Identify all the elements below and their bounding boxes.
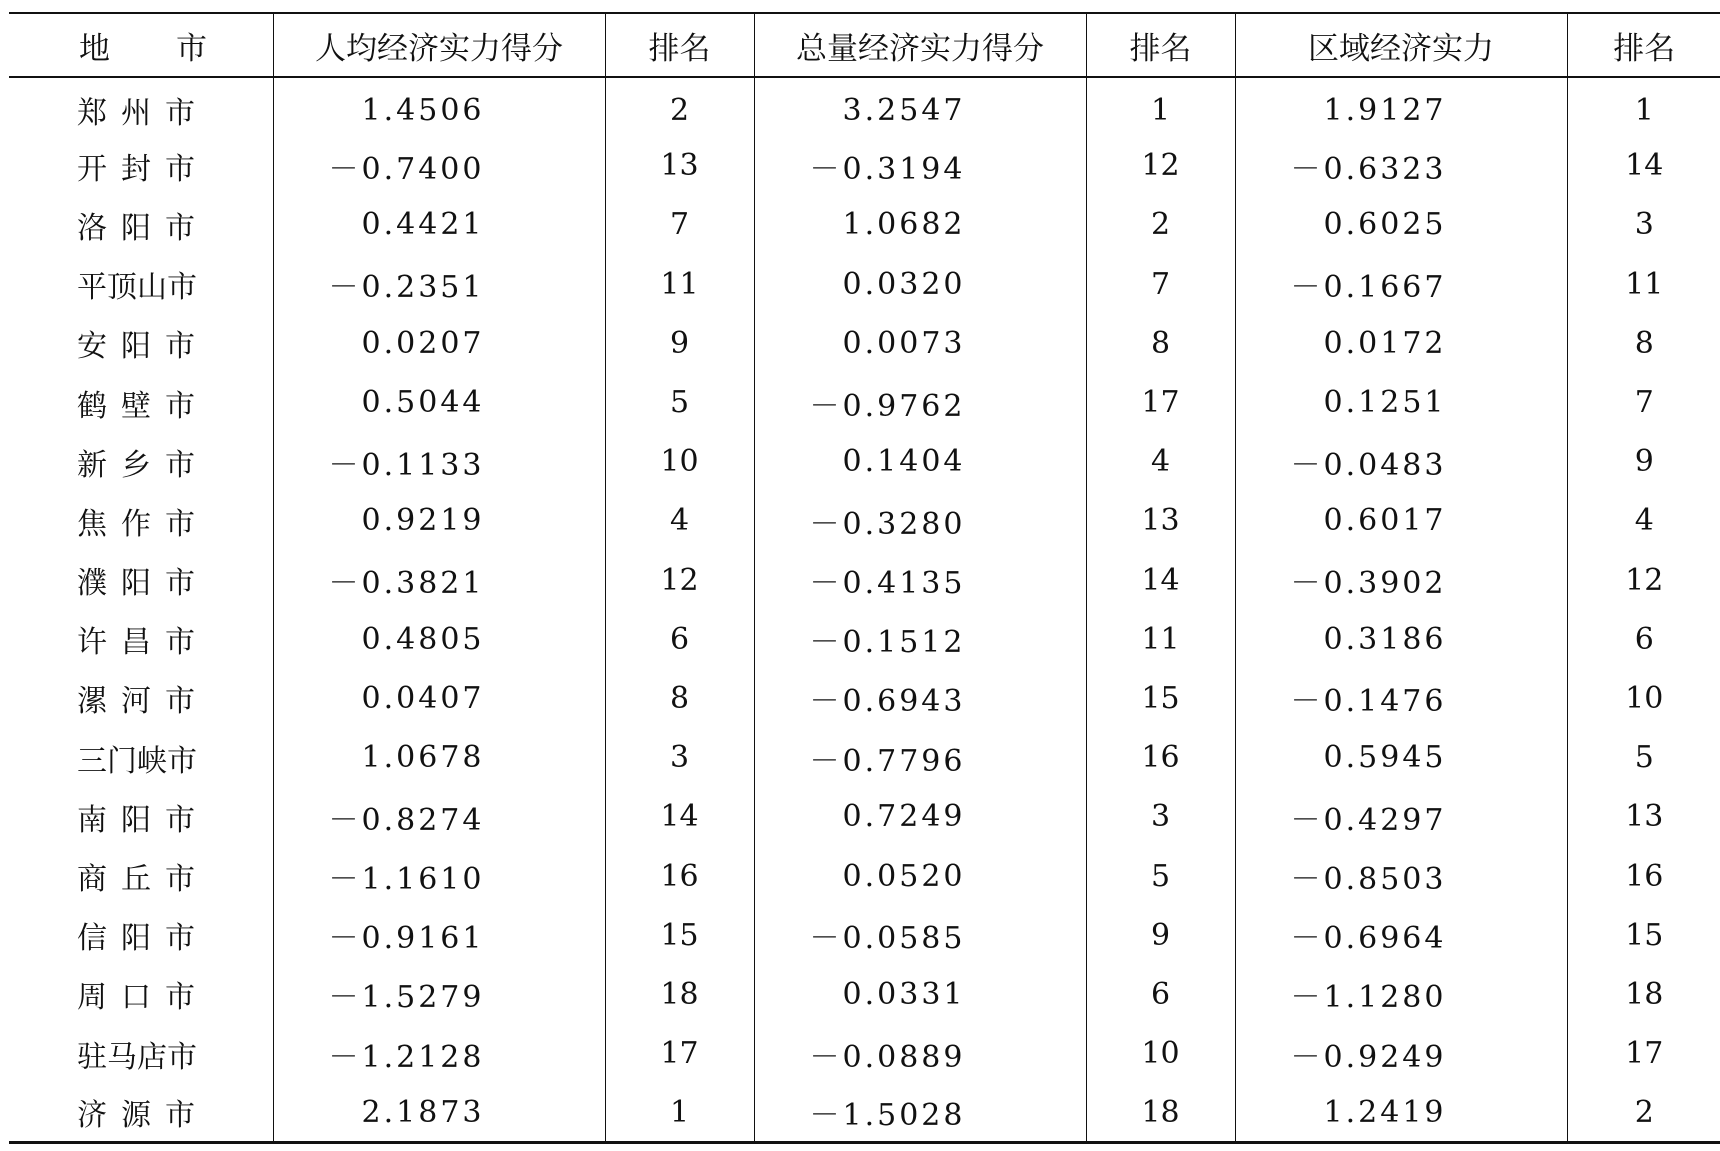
rank3-cell: 1 bbox=[1567, 77, 1720, 136]
rank3-cell: 10 bbox=[1567, 669, 1720, 728]
total-cell: 0.1404 bbox=[754, 432, 1086, 491]
table-row bbox=[9, 373, 1720, 432]
rank3-cell: 11 bbox=[1567, 255, 1720, 314]
economic-strength-table-container bbox=[9, 12, 1720, 1144]
rank3-cell: 13 bbox=[1567, 787, 1720, 846]
rank1-cell: 3 bbox=[605, 728, 754, 787]
rank3-cell: 2 bbox=[1567, 1083, 1720, 1142]
rank1-cell: 8 bbox=[605, 669, 754, 728]
total-cell: 0.0520 bbox=[754, 846, 1086, 905]
rank2-cell: 13 bbox=[1086, 491, 1235, 550]
per-capita-cell: －1.5279 bbox=[273, 965, 605, 1024]
table-row bbox=[9, 846, 1720, 905]
rank1-cell: 12 bbox=[605, 551, 754, 610]
rank3-cell: 14 bbox=[1567, 136, 1720, 195]
regional-cell: －0.3902 bbox=[1235, 551, 1567, 610]
rank3-cell: 8 bbox=[1567, 314, 1720, 373]
rank3-cell: 6 bbox=[1567, 610, 1720, 669]
rank2-cell: 11 bbox=[1086, 610, 1235, 669]
rank2-cell: 6 bbox=[1086, 965, 1235, 1024]
total-cell: －0.3280 bbox=[754, 491, 1086, 550]
per-capita-cell: －0.7400 bbox=[273, 136, 605, 195]
total-cell: 1.0682 bbox=[754, 195, 1086, 254]
city-cell: 平顶山市 bbox=[77, 270, 197, 306]
rank2-cell: 9 bbox=[1086, 906, 1235, 965]
rank3-cell: 17 bbox=[1567, 1024, 1720, 1083]
rank1-cell: 5 bbox=[605, 373, 754, 432]
header-row bbox=[9, 13, 1720, 77]
rank1-cell: 17 bbox=[605, 1024, 754, 1083]
regional-cell: 0.1251 bbox=[1235, 373, 1567, 432]
city-cell: 济源市 bbox=[77, 1098, 209, 1134]
regional-cell: －0.6323 bbox=[1235, 136, 1567, 195]
rank2-cell: 18 bbox=[1086, 1083, 1235, 1142]
rank2-cell: 2 bbox=[1086, 195, 1235, 254]
rank2-cell: 3 bbox=[1086, 787, 1235, 846]
rank2-cell: 7 bbox=[1086, 255, 1235, 314]
regional-cell: －0.1476 bbox=[1235, 669, 1567, 728]
regional-cell: 0.5945 bbox=[1235, 728, 1567, 787]
total-cell: －0.3194 bbox=[754, 136, 1086, 195]
rank3-cell: 18 bbox=[1567, 965, 1720, 1024]
table-row bbox=[9, 491, 1720, 550]
rank2-cell: 1 bbox=[1086, 77, 1235, 136]
city-cell: 漯河市 bbox=[77, 684, 209, 720]
city-cell: 周口市 bbox=[77, 980, 209, 1016]
per-capita-cell: 0.4805 bbox=[273, 610, 605, 669]
table-row bbox=[9, 77, 1720, 136]
table-row bbox=[9, 728, 1720, 787]
total-cell: －0.0889 bbox=[754, 1024, 1086, 1083]
regional-cell: －0.4297 bbox=[1235, 787, 1567, 846]
rank2-cell: 12 bbox=[1086, 136, 1235, 195]
per-capita-cell: 1.0678 bbox=[273, 728, 605, 787]
rank1-cell: 13 bbox=[605, 136, 754, 195]
regional-cell: －0.0483 bbox=[1235, 432, 1567, 491]
rank3-cell: 15 bbox=[1567, 906, 1720, 965]
per-capita-cell: －0.9161 bbox=[273, 906, 605, 965]
total-cell: 0.7249 bbox=[754, 787, 1086, 846]
total-cell: －0.4135 bbox=[754, 551, 1086, 610]
rank3-cell: 16 bbox=[1567, 846, 1720, 905]
rank3-cell: 4 bbox=[1567, 491, 1720, 550]
city-cell: 开封市 bbox=[77, 151, 209, 187]
city-cell: 新乡市 bbox=[77, 447, 209, 483]
total-cell: －1.5028 bbox=[754, 1083, 1086, 1142]
city-cell: 鹤壁市 bbox=[77, 388, 209, 424]
regional-cell: －0.1667 bbox=[1235, 255, 1567, 314]
rank1-cell: 4 bbox=[605, 491, 754, 550]
header-rank-2: 排名 bbox=[1086, 13, 1235, 77]
header-region-part-b: 市 bbox=[176, 30, 207, 67]
city-cell: 许昌市 bbox=[77, 625, 209, 661]
economic-strength-table bbox=[9, 12, 1720, 1144]
rank2-cell: 4 bbox=[1086, 432, 1235, 491]
city-cell: 濮阳市 bbox=[77, 566, 209, 602]
table-row bbox=[9, 669, 1720, 728]
regional-cell: 0.6025 bbox=[1235, 195, 1567, 254]
header-region-part-a: 地 bbox=[79, 30, 110, 67]
rank3-cell: 9 bbox=[1567, 432, 1720, 491]
rank3-cell: 3 bbox=[1567, 195, 1720, 254]
header-rank-3: 排名 bbox=[1567, 13, 1720, 77]
rank1-cell: 16 bbox=[605, 846, 754, 905]
rank3-cell: 12 bbox=[1567, 551, 1720, 610]
per-capita-cell: 2.1873 bbox=[273, 1083, 605, 1142]
regional-cell: 1.9127 bbox=[1235, 77, 1567, 136]
city-cell: 郑州市 bbox=[77, 96, 209, 132]
header-region bbox=[9, 13, 273, 77]
total-cell: －0.0585 bbox=[754, 906, 1086, 965]
per-capita-cell: 0.0207 bbox=[273, 314, 605, 373]
city-cell: 焦作市 bbox=[77, 506, 209, 542]
rank3-cell: 7 bbox=[1567, 373, 1720, 432]
per-capita-cell: －1.2128 bbox=[273, 1024, 605, 1083]
city-cell: 三门峡市 bbox=[77, 743, 197, 779]
table-row bbox=[9, 965, 1720, 1024]
total-cell: 0.0331 bbox=[754, 965, 1086, 1024]
table-row bbox=[9, 551, 1720, 610]
header-rank-1: 排名 bbox=[605, 13, 754, 77]
table-row bbox=[9, 195, 1720, 254]
total-cell: －0.6943 bbox=[754, 669, 1086, 728]
regional-cell: －0.8503 bbox=[1235, 846, 1567, 905]
table-body bbox=[9, 77, 1720, 1142]
table-row bbox=[9, 314, 1720, 373]
header-per-capita-score: 人均经济实力得分 bbox=[273, 13, 605, 77]
city-cell: 南阳市 bbox=[77, 802, 209, 838]
total-cell: 3.2547 bbox=[754, 77, 1086, 136]
per-capita-cell: 0.0407 bbox=[273, 669, 605, 728]
rank1-cell: 18 bbox=[605, 965, 754, 1024]
table-row bbox=[9, 1083, 1720, 1142]
rank1-cell: 1 bbox=[605, 1083, 754, 1142]
rank1-cell: 10 bbox=[605, 432, 754, 491]
table-row bbox=[9, 255, 1720, 314]
per-capita-cell: －0.3821 bbox=[273, 551, 605, 610]
per-capita-cell: 0.9219 bbox=[273, 491, 605, 550]
table-row bbox=[9, 136, 1720, 195]
city-cell: 安阳市 bbox=[77, 329, 209, 365]
per-capita-cell: －0.1133 bbox=[273, 432, 605, 491]
table-row bbox=[9, 906, 1720, 965]
rank2-cell: 14 bbox=[1086, 551, 1235, 610]
rank2-cell: 17 bbox=[1086, 373, 1235, 432]
regional-cell: －1.1280 bbox=[1235, 965, 1567, 1024]
rank3-cell: 5 bbox=[1567, 728, 1720, 787]
regional-cell: 0.0172 bbox=[1235, 314, 1567, 373]
rank1-cell: 9 bbox=[605, 314, 754, 373]
rank2-cell: 15 bbox=[1086, 669, 1235, 728]
rank1-cell: 6 bbox=[605, 610, 754, 669]
total-cell: －0.1512 bbox=[754, 610, 1086, 669]
per-capita-cell: －0.2351 bbox=[273, 255, 605, 314]
city-cell: 洛阳市 bbox=[77, 210, 209, 246]
regional-cell: 1.2419 bbox=[1235, 1083, 1567, 1142]
rank1-cell: 14 bbox=[605, 787, 754, 846]
header-total-score: 总量经济实力得分 bbox=[754, 13, 1086, 77]
total-cell: 0.0320 bbox=[754, 255, 1086, 314]
rank1-cell: 15 bbox=[605, 906, 754, 965]
per-capita-cell: －1.1610 bbox=[273, 846, 605, 905]
city-cell: 驻马店市 bbox=[77, 1039, 197, 1075]
city-cell: 信阳市 bbox=[77, 921, 209, 957]
header-regional-strength: 区域经济实力 bbox=[1235, 13, 1567, 77]
regional-cell: －0.9249 bbox=[1235, 1024, 1567, 1083]
table-row bbox=[9, 1024, 1720, 1083]
regional-cell: －0.6964 bbox=[1235, 906, 1567, 965]
rank2-cell: 5 bbox=[1086, 846, 1235, 905]
rank1-cell: 7 bbox=[605, 195, 754, 254]
table-header bbox=[9, 13, 1720, 77]
rank2-cell: 16 bbox=[1086, 728, 1235, 787]
rank2-cell: 10 bbox=[1086, 1024, 1235, 1083]
per-capita-cell: －0.8274 bbox=[273, 787, 605, 846]
per-capita-cell: 1.4506 bbox=[273, 77, 605, 136]
regional-cell: 0.3186 bbox=[1235, 610, 1567, 669]
total-cell: －0.9762 bbox=[754, 373, 1086, 432]
per-capita-cell: 0.5044 bbox=[273, 373, 605, 432]
total-cell: －0.7796 bbox=[754, 728, 1086, 787]
per-capita-cell: 0.4421 bbox=[273, 195, 605, 254]
city-cell: 商丘市 bbox=[77, 862, 209, 898]
rank2-cell: 8 bbox=[1086, 314, 1235, 373]
rank1-cell: 11 bbox=[605, 255, 754, 314]
table-row bbox=[9, 787, 1720, 846]
table-row bbox=[9, 610, 1720, 669]
table-row bbox=[9, 432, 1720, 491]
regional-cell: 0.6017 bbox=[1235, 491, 1567, 550]
rank1-cell: 2 bbox=[605, 77, 754, 136]
total-cell: 0.0073 bbox=[754, 314, 1086, 373]
